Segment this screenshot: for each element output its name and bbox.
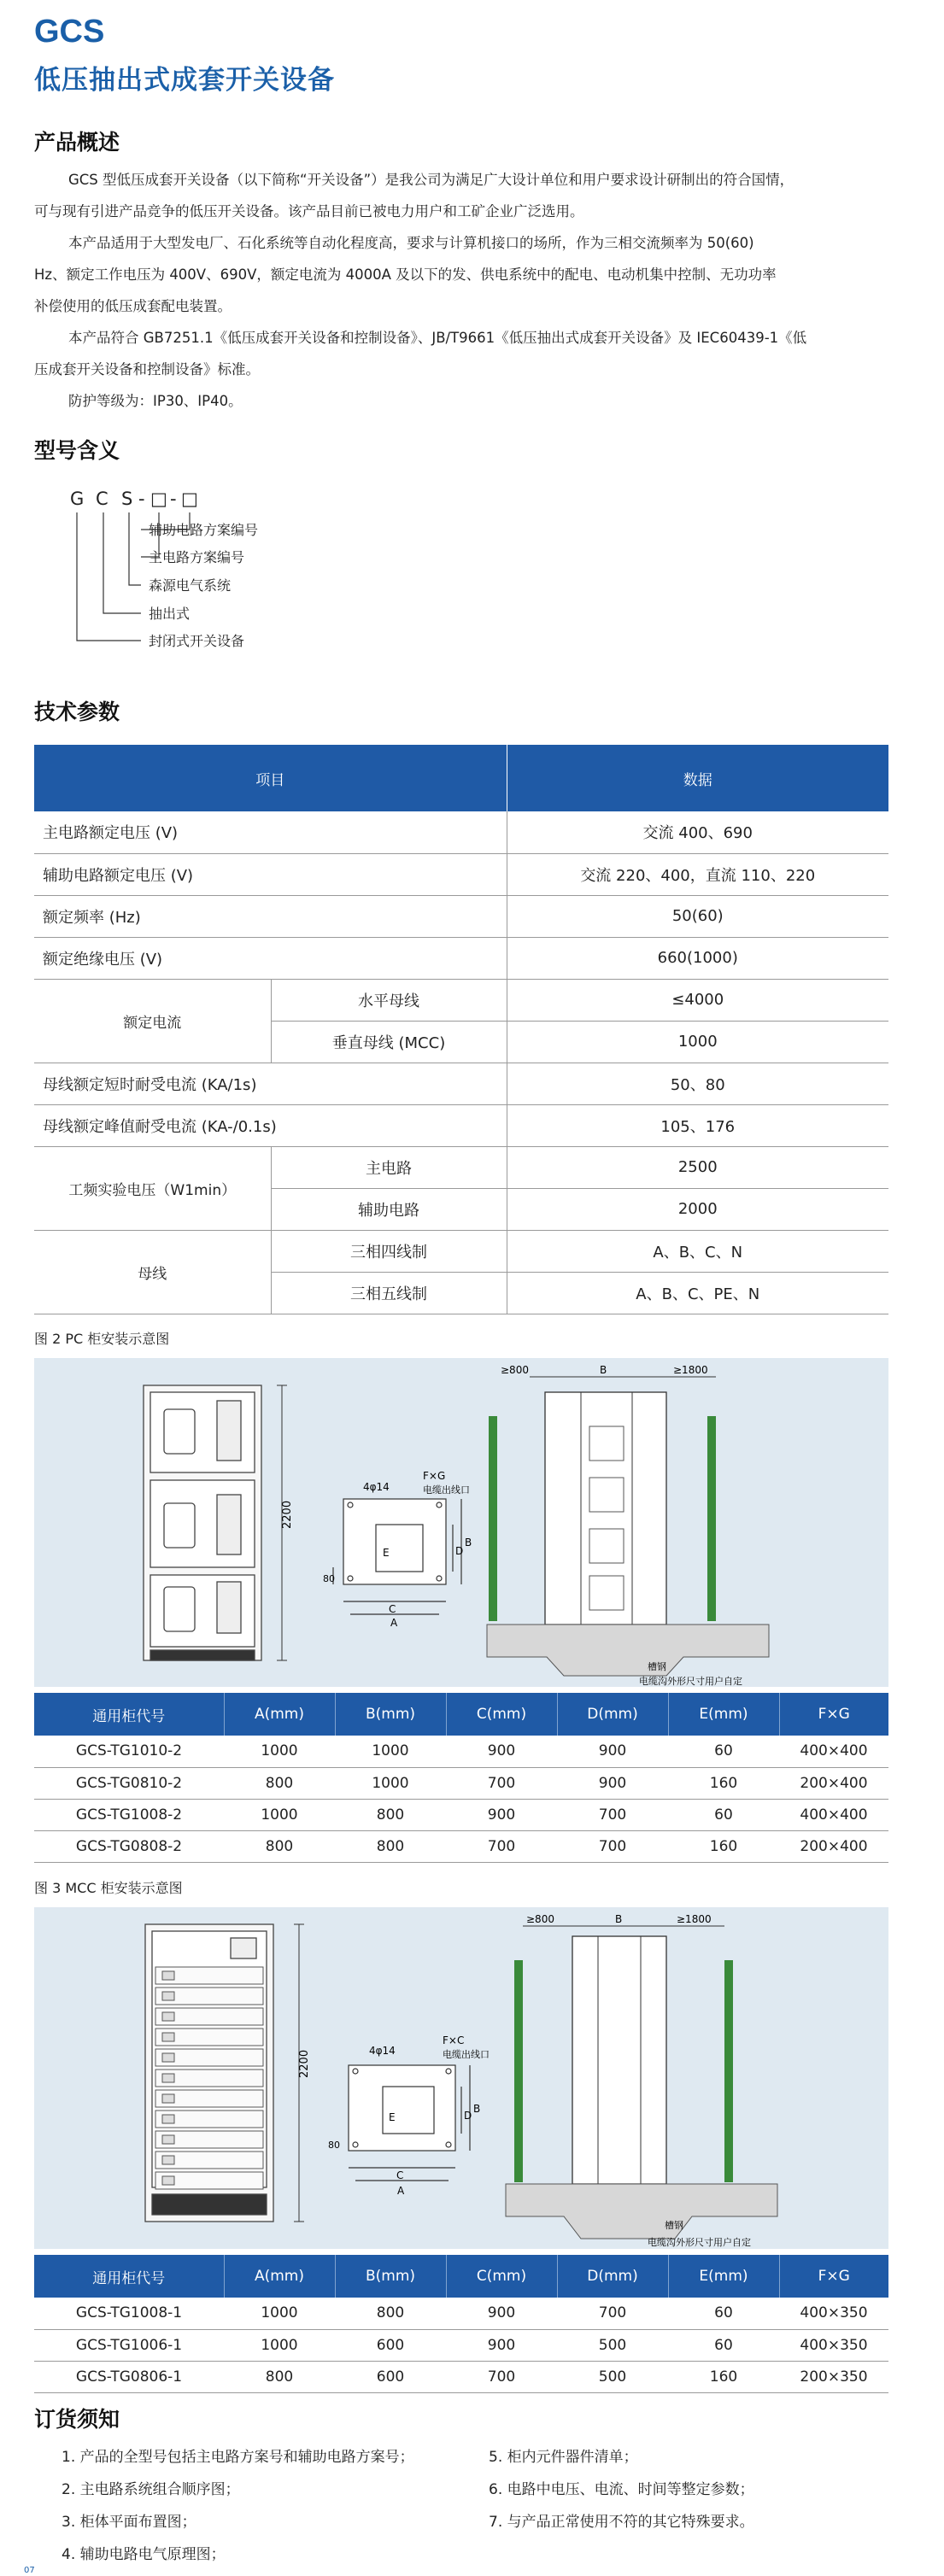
dim-2200: 2200 [298, 2049, 311, 2078]
drawer-handle-icon [162, 2012, 174, 2021]
dim-a: A [390, 1617, 398, 1629]
table-cell: 200×350 [779, 2361, 888, 2392]
column-header: B(mm) [335, 1693, 446, 1736]
table-cell: 400×350 [779, 2329, 888, 2361]
drawer-handle-icon [162, 2156, 174, 2164]
table-cell: 700 [557, 2298, 668, 2329]
table-cell: 900 [446, 1736, 557, 1767]
spec-sub-item: 三相五线制 [271, 1272, 507, 1314]
drawer-handle-icon [162, 1971, 174, 1980]
order-item: 4. 辅助电路电气原理图； [62, 2546, 226, 2563]
table-cell: 800 [335, 1830, 446, 1862]
dim-80: 80 [323, 1573, 335, 1584]
table-row [34, 1799, 888, 1830]
table-cell: 900 [446, 2329, 557, 2361]
overview-text [34, 164, 888, 417]
table-cell: GCS-TG1010-2 [34, 1736, 224, 1767]
dim-b: B [473, 2103, 481, 2115]
spec-sub-item: 三相四线制 [271, 1230, 507, 1272]
cable-outlet-label: 电缆出线口 [443, 2049, 490, 2060]
table-cell: 600 [335, 2329, 446, 2361]
trench-label: 电缆沟外形尺寸用户自定 [639, 1676, 742, 1687]
spec-value: 2500 [507, 1146, 888, 1188]
mcc-drawer-stack [155, 1967, 263, 2189]
dim-d: D [464, 2110, 472, 2122]
table-row [34, 1230, 888, 1272]
table-row [34, 2329, 888, 2361]
column-header: 通用柜代号 [34, 1693, 224, 1736]
drawer-handle-icon [162, 2053, 174, 2062]
clearance-front: ≥800 [526, 1913, 554, 1925]
page-number: 07 [24, 2566, 35, 2575]
table-cell: 800 [335, 2298, 446, 2329]
order-heading: 订货须知 [34, 2407, 120, 2432]
spec-value: 交流 220、400，直流 110、220 [507, 853, 888, 895]
model-heading: 型号含义 [34, 438, 120, 463]
table-cell: 400×400 [779, 1736, 888, 1767]
table-header-row [34, 1693, 888, 1736]
column-header: C(mm) [446, 1693, 557, 1736]
model-label: 森源电气系统 [149, 577, 232, 594]
model-code-lines [34, 489, 461, 659]
table-row [34, 1146, 888, 1188]
table-cell: 800 [224, 1767, 335, 1799]
dim-e: E [383, 1547, 390, 1559]
steel-channel-label: 槽钢 [665, 2220, 683, 2231]
table-row [34, 853, 888, 895]
clearance-front: ≥800 [501, 1364, 529, 1376]
fig2-caption: 图 2 PC 柜安装示意图 [34, 1331, 170, 1347]
overview-line: 可与现有引进产品竞争的低压开关设备。该产品目前已被电力用户和工矿企业广泛选用。 [34, 203, 584, 220]
drawer-handle-icon [162, 2115, 174, 2123]
table-row [34, 1767, 888, 1799]
spec-group: 母线 [34, 1230, 271, 1314]
brand-title: GCS [34, 14, 105, 50]
spec-sub-item: 主电路 [271, 1146, 507, 1188]
code-box: □ [181, 489, 198, 509]
table-cell: 400×350 [779, 2298, 888, 2329]
overview-line: 本产品符合 GB7251.1《低压成套开关设备和控制设备》、JB/T9661《低压抽出式成套开关设备》及 IEC60439-1《低 [68, 330, 807, 346]
dim-80: 80 [328, 2140, 340, 2151]
spec-value: 交流 400、690 [507, 811, 888, 853]
drawer-handle-icon [162, 2135, 174, 2144]
cable-outlet-label: 电缆出线口 [423, 1484, 470, 1496]
table-row [34, 2361, 888, 2392]
dim-d: D [455, 1545, 464, 1557]
column-header: C(mm) [446, 2255, 557, 2298]
spec-value: A、B、C、N [507, 1230, 888, 1272]
spec-item: 母线额定短时耐受电流 (KA/1s) [34, 1063, 507, 1104]
table-row [34, 895, 888, 937]
fg-label: F×G [423, 1470, 446, 1482]
pc-plan-view [333, 1499, 464, 1614]
spec-item: 额定绝缘电压 (V) [34, 937, 507, 979]
fig3-caption: 图 3 MCC 柜安装示意图 [34, 1880, 183, 1896]
table-cell: 60 [668, 1736, 779, 1767]
column-header: F×G [779, 1693, 888, 1736]
dim-c: C [389, 1603, 396, 1615]
dim-a: A [397, 2185, 405, 2197]
table-cell: 700 [446, 2361, 557, 2392]
model-label: 主电路方案编号 [149, 549, 245, 565]
spec-item: 主电路额定电压 (V) [34, 811, 507, 853]
table-cell: 500 [557, 2361, 668, 2392]
table-row [34, 811, 888, 853]
hole-label: 4φ14 [363, 1481, 390, 1493]
model-label: 抽出式 [149, 606, 191, 622]
fig3-drawing-area [34, 1907, 888, 2249]
spec-value: 50(60) [507, 895, 888, 937]
overview-line: 防护等级为：IP30、IP40。 [68, 393, 243, 409]
column-header: 通用柜代号 [34, 2255, 224, 2298]
table-cell: 1000 [224, 1736, 335, 1767]
overview-line: 压成套开关设备和控制设备》标准。 [34, 361, 260, 378]
column-header: A(mm) [224, 2255, 335, 2298]
drawer-handle-icon [162, 1992, 174, 2000]
clearance-rear: ≥1800 [677, 1913, 712, 1925]
code-box: □ [150, 489, 167, 509]
table-cell: GCS-TG0808-2 [34, 1830, 224, 1862]
fig2-dimension-table [34, 1693, 888, 1863]
table-cell: 900 [446, 2298, 557, 2329]
table-cell: 200×400 [779, 1767, 888, 1799]
table-cell: 600 [335, 2361, 446, 2392]
table-cell: 60 [668, 2329, 779, 2361]
table-row [34, 1063, 888, 1104]
tech-spec-table [34, 745, 888, 1314]
table-cell: 1000 [224, 1799, 335, 1830]
column-header: E(mm) [668, 1693, 779, 1736]
order-item: 3. 柜体平面布置图； [62, 2514, 196, 2531]
table-cell: 700 [446, 1767, 557, 1799]
pc-section-view [487, 1377, 769, 1676]
mcc-plan-view [349, 2065, 470, 2181]
spec-sub-item: 水平母线 [271, 979, 507, 1021]
overview-line: Hz、额定工作电压为 400V、690V，额定电流为 4000A 及以下的发、供电系统中的配电、电动机集中控制、无功功率 [34, 266, 777, 283]
table-row [34, 979, 888, 1021]
mcc-cabinet-drawing [34, 1907, 888, 2249]
pc-front-view [144, 1385, 261, 1660]
tech-heading: 技术参数 [34, 700, 120, 724]
trench-label: 电缆沟外形尺寸用户自定 [648, 2237, 751, 2248]
spec-item: 额定频率 (Hz) [34, 895, 507, 937]
clearance-rear: ≥1800 [673, 1364, 708, 1376]
table-header-row [34, 745, 888, 811]
order-item: 2. 主电路系统组合顺序图； [62, 2481, 240, 2498]
mcc-section-view [506, 1926, 777, 2239]
spec-value: A、B、C、PE、N [507, 1272, 888, 1314]
model-label: 辅助电路方案编号 [149, 522, 259, 538]
drawer-handle-icon [162, 2176, 174, 2185]
order-item: 7. 与产品正常使用不符的其它特殊要求。 [489, 2514, 754, 2531]
table-row [34, 1830, 888, 1862]
table-cell: 800 [224, 1830, 335, 1862]
product-subtitle: 低压抽出式成套开关设备 [34, 65, 335, 96]
table-cell: 1000 [224, 2298, 335, 2329]
spec-group: 工频实验电压（W1min） [34, 1146, 271, 1230]
spec-value: 1000 [507, 1021, 888, 1063]
table-cell: 1000 [224, 2329, 335, 2361]
table-cell: 700 [557, 1799, 668, 1830]
table-cell: 60 [668, 2298, 779, 2329]
dim-c: C [396, 2169, 404, 2181]
fc-label: F×C [443, 2034, 465, 2046]
hole-label: 4φ14 [369, 2045, 396, 2057]
overview-line: GCS 型低压成套开关设备（以下简称“开关设备”）是我公司为满足广大设计单位和用户要求设计研制出的符合国情， [68, 172, 794, 188]
dim-b-section: B [600, 1364, 607, 1376]
overview-line: 本产品适用于大型发电厂、石化系统等自动化程度高，要求与计算机接口的场所，作为三相交流频率为 50(60) [68, 235, 754, 251]
table-cell: 700 [557, 1830, 668, 1862]
pc-cabinet-drawing [34, 1358, 888, 1687]
table-cell: GCS-TG1008-1 [34, 2298, 224, 2329]
spec-value: ≤4000 [507, 979, 888, 1021]
column-header: 项目 [34, 745, 507, 811]
column-header: B(mm) [335, 2255, 446, 2298]
overview-heading: 产品概述 [34, 130, 120, 155]
order-item: 1. 产品的全型号包括主电路方案号和辅助电路方案号； [62, 2449, 414, 2466]
spec-item: 辅助电路额定电压 (V) [34, 853, 507, 895]
drawer-handle-icon [162, 2094, 174, 2103]
spec-sub-item: 垂直母线 (MCC) [271, 1021, 507, 1063]
table-cell: GCS-TG0810-2 [34, 1767, 224, 1799]
model-label: 封闭式开关设备 [149, 633, 245, 649]
table-cell: 160 [668, 1767, 779, 1799]
table-cell: 160 [668, 2361, 779, 2392]
column-header: D(mm) [557, 1693, 668, 1736]
order-item: 6. 电路中电压、电流、时间等整定参数； [489, 2481, 754, 2498]
table-cell: GCS-TG1008-2 [34, 1799, 224, 1830]
spec-value: 50、80 [507, 1063, 888, 1104]
table-cell: 900 [557, 1767, 668, 1799]
table-cell: 1000 [335, 1736, 446, 1767]
code-letter: S [121, 489, 133, 509]
table-cell: 900 [557, 1736, 668, 1767]
table-cell: 800 [224, 2361, 335, 2392]
table-cell: 800 [335, 1799, 446, 1830]
column-header: F×G [779, 2255, 888, 2298]
column-header: A(mm) [224, 1693, 335, 1736]
table-cell: 160 [668, 1830, 779, 1862]
table-header-row [34, 2255, 888, 2298]
spec-item: 母线额定峰值耐受电流 (KA-/0.1s) [34, 1104, 507, 1146]
overview-line: 补偿使用的低压成套配电装置。 [34, 298, 232, 314]
spec-group: 额定电流 [34, 979, 271, 1063]
table-cell: 700 [446, 1830, 557, 1862]
spec-value: 2000 [507, 1188, 888, 1230]
table-row [34, 937, 888, 979]
model-code-diagram [34, 489, 461, 659]
spec-value: 660(1000) [507, 937, 888, 979]
code-letter: - [138, 489, 145, 509]
table-cell: GCS-TG1006-1 [34, 2329, 224, 2361]
table-cell: 200×400 [779, 1830, 888, 1862]
spec-value: 105、176 [507, 1104, 888, 1146]
column-header: E(mm) [668, 2255, 779, 2298]
code-letter: - [170, 489, 177, 509]
dim-b-section: B [615, 1913, 623, 1925]
dim-2200: 2200 [281, 1500, 294, 1529]
drawer-handle-icon [162, 2033, 174, 2041]
code-letter: C [96, 489, 108, 509]
table-cell: 60 [668, 1799, 779, 1830]
table-cell: 1000 [335, 1767, 446, 1799]
drawer-handle-icon [162, 2074, 174, 2082]
code-letter: G [70, 489, 85, 509]
table-row [34, 2298, 888, 2329]
dim-e: E [389, 2111, 396, 2123]
table-cell: GCS-TG0806-1 [34, 2361, 224, 2392]
table-cell: 900 [446, 1799, 557, 1830]
table-row [34, 1104, 888, 1146]
fig3-dimension-table [34, 2255, 888, 2393]
table-row [34, 1736, 888, 1767]
column-header: 数据 [507, 745, 888, 811]
table-cell: 500 [557, 2329, 668, 2361]
column-header: D(mm) [557, 2255, 668, 2298]
fig2-drawing-area [34, 1358, 888, 1687]
table-cell: 400×400 [779, 1799, 888, 1830]
order-item: 5. 柜内元件器件清单； [489, 2449, 638, 2466]
steel-channel-label: 槽钢 [648, 1661, 666, 1672]
dim-b: B [465, 1537, 472, 1549]
spec-sub-item: 辅助电路 [271, 1188, 507, 1230]
